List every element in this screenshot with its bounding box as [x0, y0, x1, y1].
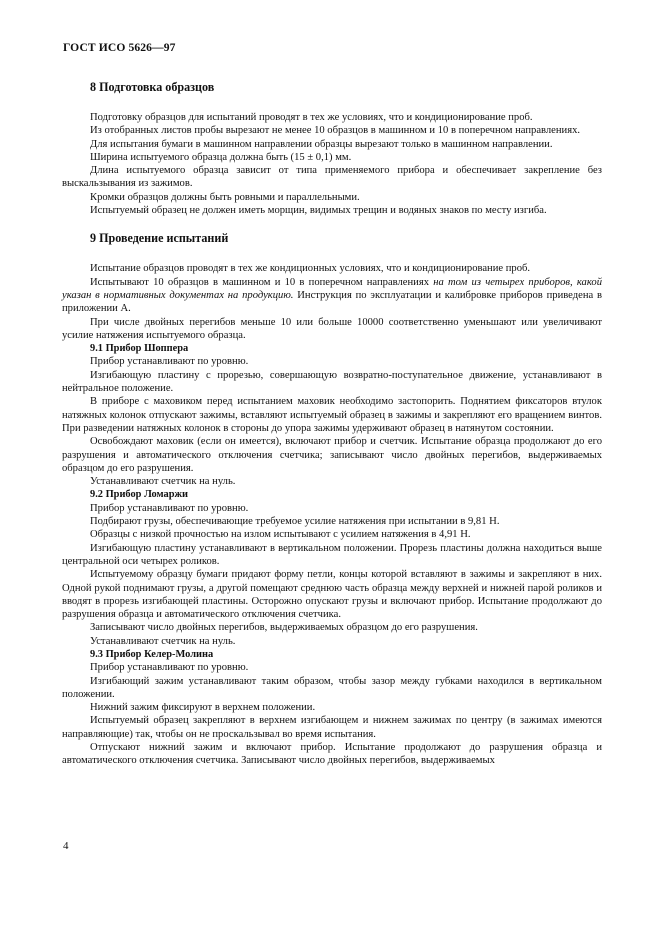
emphasis-text: на том из четырех приборов, какой указан в нормативных документах на продукцию. — [62, 276, 602, 301]
paragraph: Для испытания бумаги в машинном направлении образцы вырезают только в машинном направлении. — [90, 138, 553, 150]
paragraph: Освобождают маховик (если он имеется), включают прибор и счетчик. Испытание образца продолжают до его разрушения и автоматического отключения счетчика; записывают число двойных перегибов, выдерживаемых образцом до его разрушения. — [62, 436, 602, 474]
paragraph: Испытуемый образец не должен иметь морщин, видимых трещин и водяных знаков по месту изгиба. — [90, 205, 547, 217]
paragraph: Подбирают грузы, обеспечивающие требуемое усилие натяжения при испытании в 9,81 Н. — [90, 516, 500, 528]
paragraph: Испытуемому образцу бумаги придают форму петли, концы которой вставляют в зажимы и закрепляют в них. Одной рукой поднимают грузы, а другой помещают среднюю часть образца между верхней и нижней парой роликов и вводят в прорезь изгибающей пластины. Осторожно опускают грузы и включают прибор. Испытание продолжают до разрушения образца и автоматического отключения счетчика. — [62, 569, 602, 621]
paragraph: Подготовку образцов для испытаний проводят в тех же условиях, что и кондиционирование проб. — [90, 112, 533, 123]
section-9-heading: 9 Проведение испытаний — [90, 231, 229, 246]
paragraph: Кромки образцов должны быть ровными и параллельными. — [90, 191, 360, 203]
paragraph: Устанавливают счетчик на нуль. — [90, 635, 236, 647]
paragraph: Записывают число двойных перегибов, выдерживаемых образцом до его разрушения. — [90, 622, 478, 634]
subsection-9-2-heading: 9.2 Прибор Ломаржи — [90, 489, 189, 501]
paragraph: Образцы с низкой прочностью на излом испытывают с усилием натяжения в 4,91 Н. — [90, 529, 471, 541]
subsection-9-3-heading: 9.3 Прибор Келер-Молина — [90, 648, 214, 660]
paragraph: Изгибающий зажим устанавливают таким образом, чтобы зазор между губками находился в вертикальном положении. — [62, 675, 602, 700]
paragraph-with-emphasis — [62, 276, 602, 316]
paragraph: Испытание образцов проводят в тех же кондиционных условиях, что и кондиционирование проб. — [90, 263, 531, 275]
standard-header: ГОСТ ИСО 5626—97 — [63, 41, 176, 54]
paragraph: Прибор устанавливают по уровню. — [90, 356, 249, 368]
paragraph: В приборе с маховиком перед испытанием маховик необходимо застопорить. Поднятием фиксаторов втулок натяжных колонок отпускают зажимы, вставляют испытуемый образец в зажимы и закрепляют его вращением винтов. При разведении натяжных колонок в стороны до упора зажимы удерживают образец в натянутом состоянии. — [62, 396, 602, 434]
paragraph: Ширина испытуемого образца должна быть (15 ± 0,1) мм. — [90, 151, 352, 163]
paragraph: Испытуемый образец закрепляют в верхнем изгибающем и нижнем зажимах по центру (в зажимах имеются направляющие) так, чтобы он не проскальзывал во время испытания. — [62, 715, 602, 740]
text-run: Испытывают 10 образцов в машинном и 10 в поперечном направлениях — [90, 276, 434, 288]
document-body — [62, 80, 602, 768]
section-8-heading: 8 Подготовка образцов — [90, 80, 215, 94]
paragraph: Изгибающую пластину с прорезью, совершающую возвратно-поступательное движение, устанавливают в нейтральное положение. — [62, 369, 602, 395]
subsection-9-1-heading: 9.1 Прибор Шоппера — [90, 343, 189, 355]
paragraph: Из отобранных листов пробы вырезают не менее 10 образцов в машинном и 10 в поперечном направлениях. — [90, 125, 581, 137]
paragraph: Устанавливают счетчик на нуль. — [90, 476, 236, 488]
text-run: Инструкция по эксплуатации и калибровке приборов приведена в приложении А. — [62, 289, 603, 315]
paragraph: Отпускают нижний зажим и включают прибор. Испытание продолжают до разрушения образца и автоматического отключения счетчика. Записывают число двойных перегибов, выдерживаемых — [62, 742, 602, 767]
page-number: 4 — [63, 840, 69, 852]
paragraph: Прибор устанавливают по уровню. — [90, 662, 249, 674]
paragraph: Нижний зажим фиксируют в верхнем положении. — [90, 702, 316, 714]
paragraph: Изгибающую пластину устанавливают в вертикальном положении. Прорезь пластины должна находиться выше центральной оси четырех роликов. — [62, 542, 602, 567]
paragraph: Длина испытуемого образца зависит от типа применяемого прибора и обеспечивает закрепление без выскальзывания из зажимов. — [62, 165, 602, 190]
paragraph: При числе двойных перегибов меньше 10 или больше 10000 соответственно уменьшают или увеличивают усилие натяжения испытуемого образца. — [62, 316, 602, 341]
paragraph: Прибор устанавливают по уровню. — [90, 502, 249, 514]
